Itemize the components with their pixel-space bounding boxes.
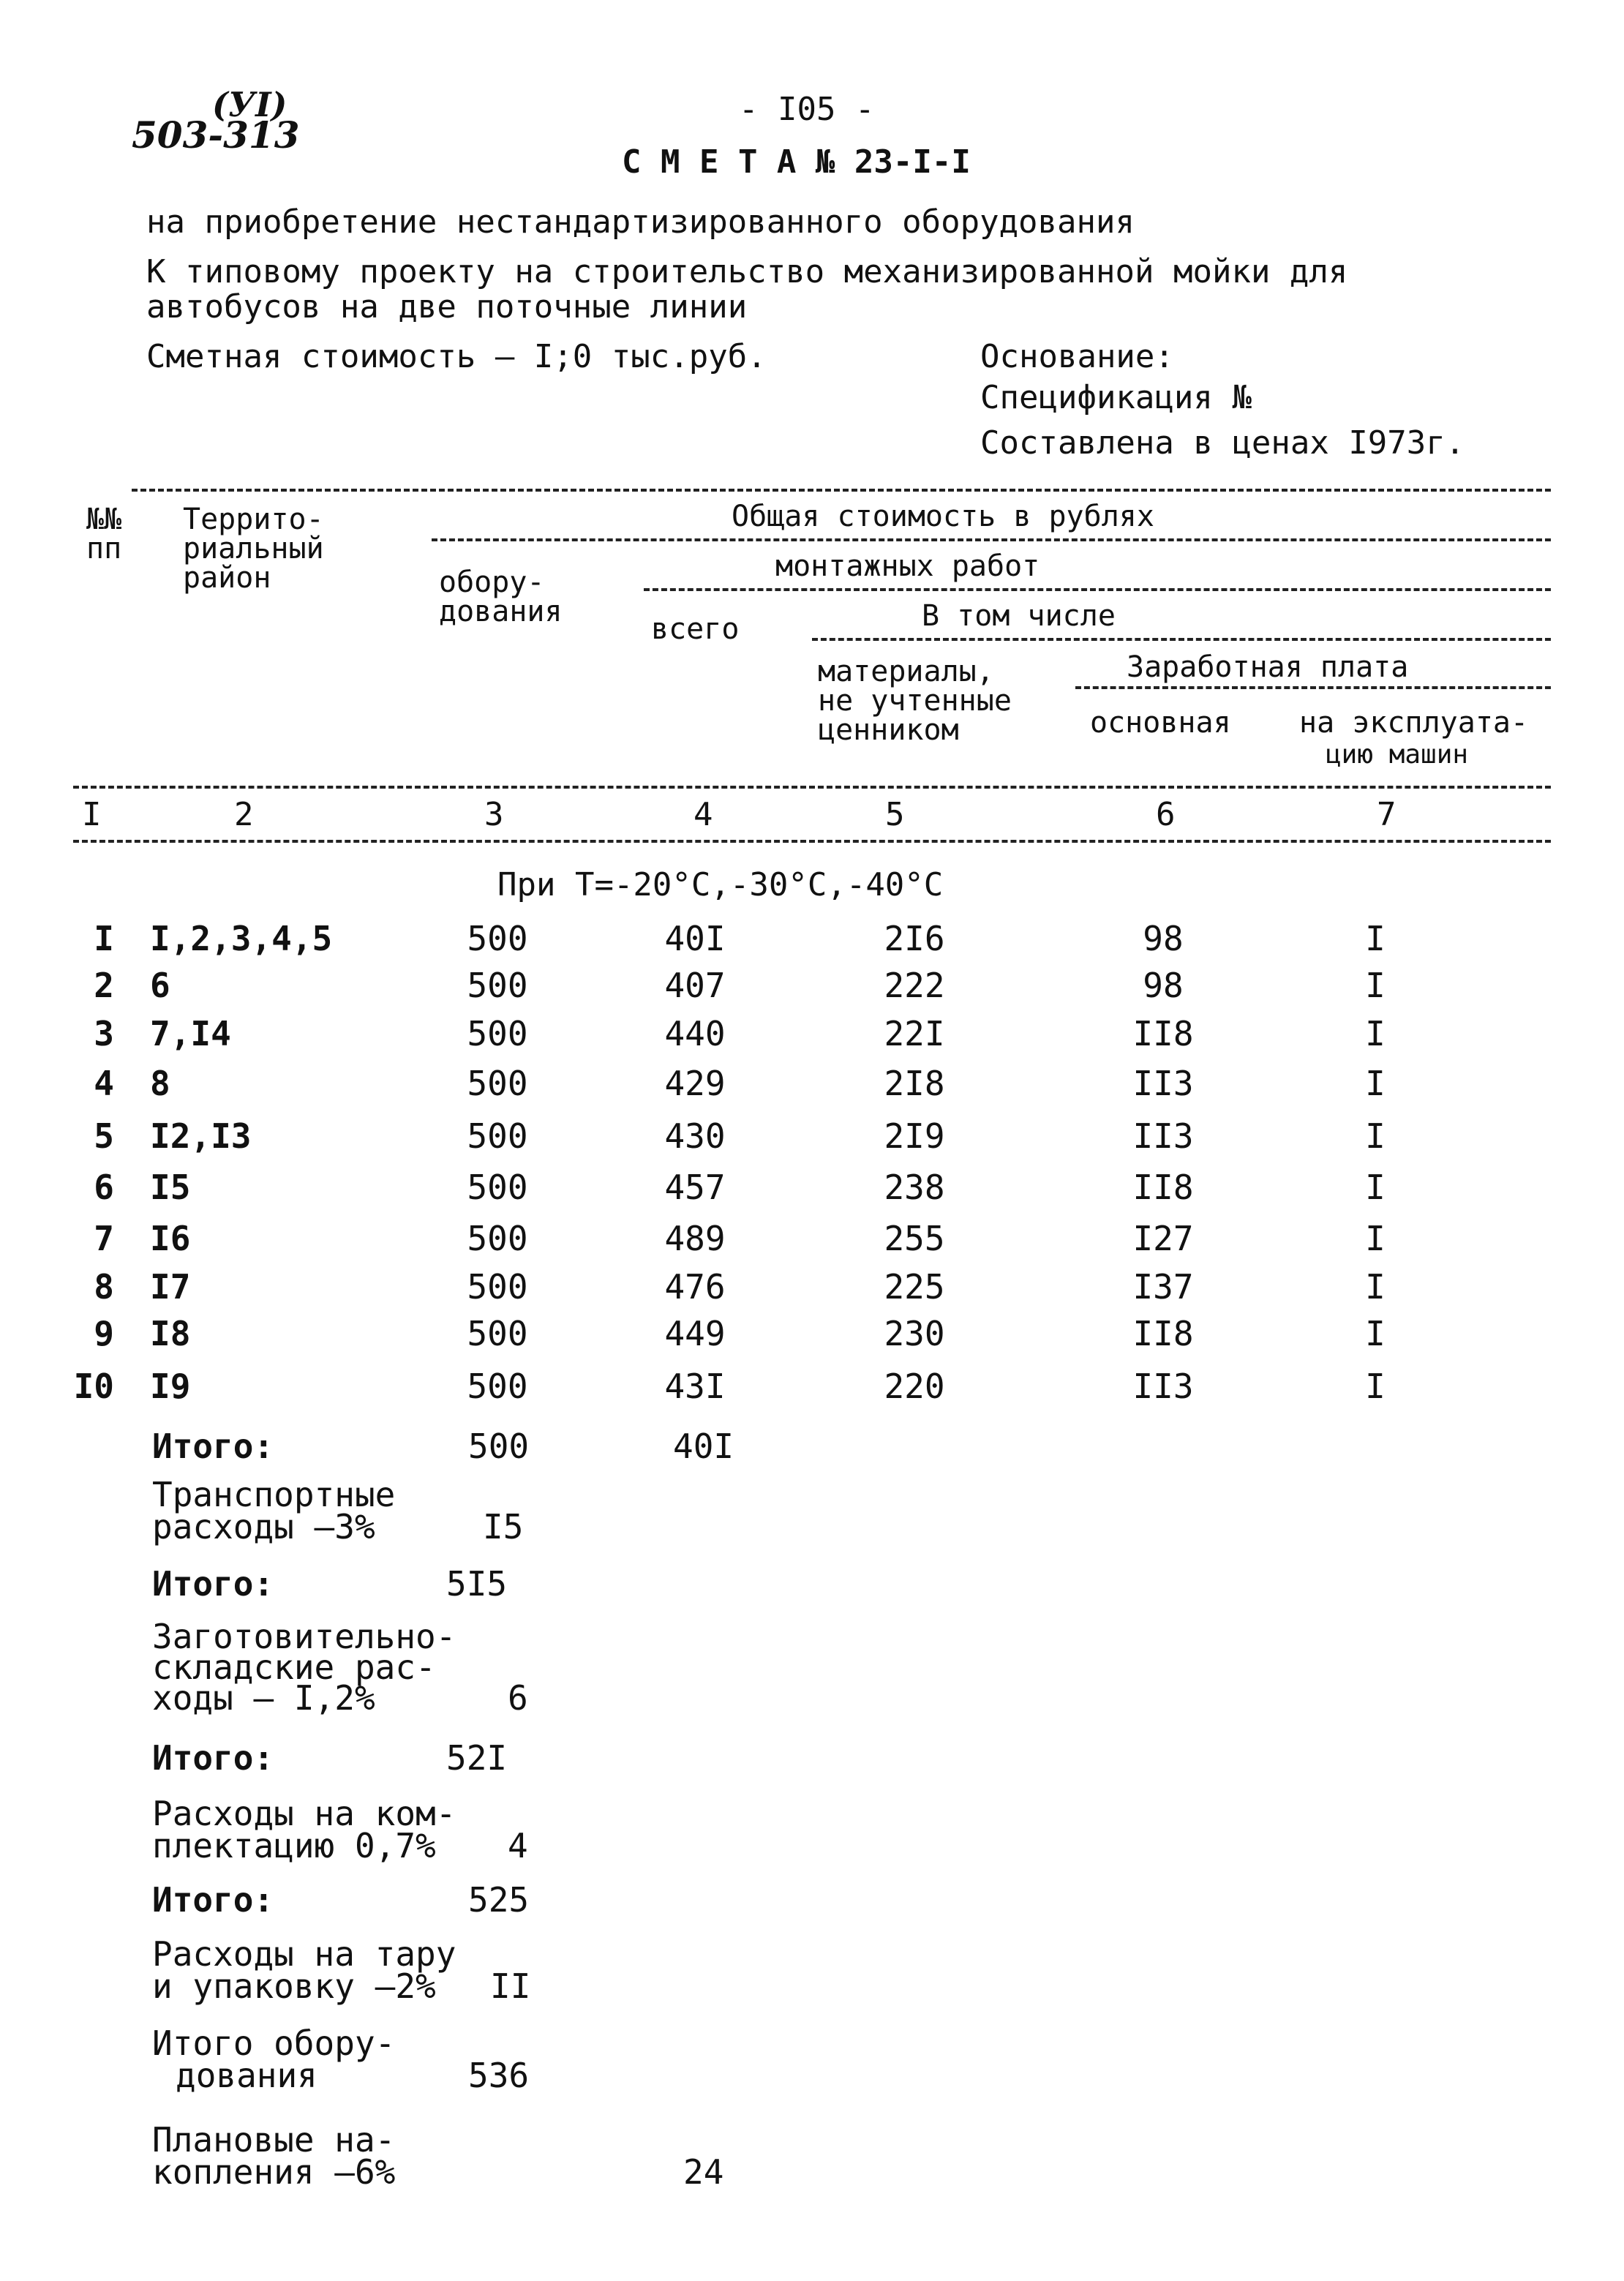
row-equipment-cost: 500 [467, 1168, 528, 1207]
header-rule-4 [1075, 686, 1551, 689]
subtotal-equipment: 500 [468, 1427, 530, 1466]
header-basic-wage: основная [1090, 706, 1231, 740]
header-materials-3: ценником [818, 713, 959, 747]
row-region: I5 [150, 1168, 191, 1207]
header-materials-2: не учтенные [818, 684, 1012, 718]
row-number: 4 [94, 1064, 114, 1103]
header-rule-3 [812, 638, 1551, 641]
completion-value: 4 [508, 1826, 528, 1865]
header-wages: Заработная плата [1127, 650, 1409, 684]
row-region: I2,I3 [150, 1116, 252, 1156]
column-numbers-border [73, 840, 1551, 843]
row-number: 3 [94, 1014, 114, 1053]
row-basic-wage: 98 [1143, 966, 1184, 1005]
transport-label-2: расходы –3% [152, 1507, 375, 1547]
header-territory-1: Террито- [183, 503, 324, 536]
subtotal-value: 525 [468, 1880, 530, 1920]
header-equipment-1: обору- [439, 565, 545, 599]
row-region: 6 [150, 966, 170, 1005]
row-materials: 225 [884, 1267, 945, 1307]
row-number: 7 [94, 1219, 114, 1258]
row-number: 2 [94, 966, 114, 1005]
row-mounting-total: 429 [664, 1064, 726, 1103]
row-basic-wage: II3 [1132, 1064, 1194, 1103]
row-mounting-total: 43I [664, 1367, 726, 1406]
row-basic-wage: II8 [1132, 1314, 1194, 1353]
header-rule-1 [432, 538, 1551, 541]
planned-savings-label-2: копления –6% [152, 2152, 396, 2192]
completion-label-2: плектацию 0,7% [152, 1826, 436, 1865]
row-equipment-cost: 500 [467, 919, 528, 958]
row-machine-wage: I [1365, 1219, 1386, 1258]
row-region: I6 [150, 1219, 191, 1258]
completion-label-1: Расходы на ком- [152, 1794, 456, 1833]
column-number: 2 [234, 796, 254, 833]
row-region: 7,I4 [150, 1014, 231, 1053]
row-materials: 238 [884, 1168, 945, 1207]
header-including: В том числе [922, 599, 1116, 633]
header-territory-2: риальный [183, 532, 324, 565]
row-equipment-cost: 500 [467, 1314, 528, 1353]
row-basic-wage: II8 [1132, 1168, 1194, 1207]
row-equipment-cost: 500 [467, 1267, 528, 1307]
row-basic-wage: I37 [1132, 1267, 1194, 1307]
row-equipment-cost: 500 [467, 966, 528, 1005]
document-subtitle: на приобретение нестандартизированного оборудования [146, 203, 1135, 241]
equipment-total-label-2: дования [176, 2056, 317, 2095]
project-number: 503-313 [132, 113, 300, 157]
price-basis: Составлена в ценах I973г. [980, 424, 1465, 462]
subtotal-value: 52I [446, 1738, 508, 1778]
row-materials: 22I [884, 1014, 945, 1053]
equipment-total-label-1: Итого обору- [152, 2023, 396, 2063]
subtotal-label: Итого: [152, 1738, 274, 1778]
row-materials: 255 [884, 1219, 945, 1258]
row-region: I,2,3,4,5 [150, 919, 333, 958]
header-machine-1: на эксплуата- [1299, 706, 1529, 740]
storage-label-3: ходы – I,2% [152, 1678, 375, 1718]
header-rule-2 [644, 588, 1551, 591]
row-machine-wage: I [1365, 1314, 1386, 1353]
row-machine-wage: I [1365, 966, 1386, 1005]
row-mounting-total: 449 [664, 1314, 726, 1353]
transport-label-1: Транспортные [152, 1475, 396, 1514]
header-total-cost: Общая стоимость в рублях [732, 500, 1154, 533]
row-machine-wage: I [1365, 1367, 1386, 1406]
column-number: 4 [693, 796, 713, 833]
table-top-border [132, 489, 1551, 492]
column-number: I [82, 796, 102, 833]
row-mounting-total: 40I [664, 919, 726, 958]
column-number: 5 [885, 796, 905, 833]
transport-value: I5 [483, 1507, 524, 1547]
header-number-1: №№ [86, 503, 122, 536]
row-region: I9 [150, 1367, 191, 1406]
row-materials: 222 [884, 966, 945, 1005]
row-equipment-cost: 500 [467, 1367, 528, 1406]
header-machine-2: цию машин [1326, 740, 1469, 770]
storage-value: 6 [508, 1678, 528, 1718]
temperature-section: При Т=-20°С,-30°С,-40°С [497, 866, 944, 903]
row-number: 5 [94, 1116, 114, 1156]
subtotal-label: Итого: [152, 1564, 274, 1604]
header-number-2: пп [86, 532, 122, 565]
row-basic-wage: II3 [1132, 1367, 1194, 1406]
header-bottom-border [73, 786, 1551, 789]
basis-label: Основание: [980, 338, 1174, 375]
row-machine-wage: I [1365, 919, 1386, 958]
subtotal-value: 5I5 [446, 1564, 508, 1604]
subtotal-label: Итого: [152, 1880, 274, 1920]
row-number: 6 [94, 1168, 114, 1207]
row-basic-wage: II8 [1132, 1014, 1194, 1053]
row-mounting-total: 407 [664, 966, 726, 1005]
packaging-value: II [490, 1966, 531, 2006]
row-basic-wage: 98 [1143, 919, 1184, 958]
document-title: С М Е Т А № 23-I-I [622, 143, 971, 181]
column-number: 7 [1377, 796, 1396, 833]
header-materials-1: материалы, [818, 655, 994, 688]
row-mounting-total: 476 [664, 1267, 726, 1307]
subtotal-mounting: 40I [673, 1427, 734, 1466]
row-mounting-total: 440 [664, 1014, 726, 1053]
row-machine-wage: I [1365, 1064, 1386, 1103]
row-materials: 220 [884, 1367, 945, 1406]
column-number: 6 [1156, 796, 1176, 833]
storage-label-2: складские рас- [152, 1647, 436, 1687]
row-equipment-cost: 500 [467, 1219, 528, 1258]
row-region: I8 [150, 1314, 191, 1353]
row-equipment-cost: 500 [467, 1116, 528, 1156]
row-machine-wage: I [1365, 1014, 1386, 1053]
column-number: 3 [484, 796, 504, 833]
row-number: I0 [73, 1367, 114, 1406]
subtotal-label: Итого: [152, 1427, 274, 1466]
project-description-line1: К типовому проекту на строительство механизированной мойки для [146, 253, 1348, 290]
header-territory-3: район [183, 561, 271, 595]
row-number: 8 [94, 1267, 114, 1307]
header-all: всего [651, 612, 740, 646]
row-machine-wage: I [1365, 1267, 1386, 1307]
row-mounting-total: 489 [664, 1219, 726, 1258]
row-mounting-total: 430 [664, 1116, 726, 1156]
row-region: 8 [150, 1064, 170, 1103]
row-machine-wage: I [1365, 1168, 1386, 1207]
packaging-label-2: и упаковку –2% [152, 1966, 436, 2006]
row-materials: 2I8 [884, 1064, 945, 1103]
page-number: - I05 - [739, 91, 875, 128]
equipment-total-value: 536 [468, 2056, 530, 2095]
row-equipment-cost: 500 [467, 1014, 528, 1053]
row-basic-wage: II3 [1132, 1116, 1194, 1156]
row-equipment-cost: 500 [467, 1064, 528, 1103]
stamp-code: (УI) [212, 85, 287, 124]
packaging-label-1: Расходы на тару [152, 1934, 456, 1974]
project-description-line2: автобусов на две поточные линии [146, 288, 748, 326]
row-number: I [94, 919, 114, 958]
planned-savings-value: 24 [683, 2152, 724, 2192]
row-mounting-total: 457 [664, 1168, 726, 1207]
header-mounting-works: монтажных работ [775, 549, 1040, 583]
row-materials: 230 [884, 1314, 945, 1353]
storage-label-1: Заготовительно- [152, 1617, 456, 1656]
row-basic-wage: I27 [1132, 1219, 1194, 1258]
specification-label: Спецификация № [980, 379, 1252, 416]
estimated-cost: Сметная стоимость – I;0 тыс.руб. [146, 338, 767, 375]
row-number: 9 [94, 1314, 114, 1353]
row-region: I7 [150, 1267, 191, 1307]
row-materials: 2I6 [884, 919, 945, 958]
row-materials: 2I9 [884, 1116, 945, 1156]
header-equipment-2: дования [439, 595, 563, 628]
row-machine-wage: I [1365, 1116, 1386, 1156]
planned-savings-label-1: Плановые на- [152, 2120, 396, 2160]
